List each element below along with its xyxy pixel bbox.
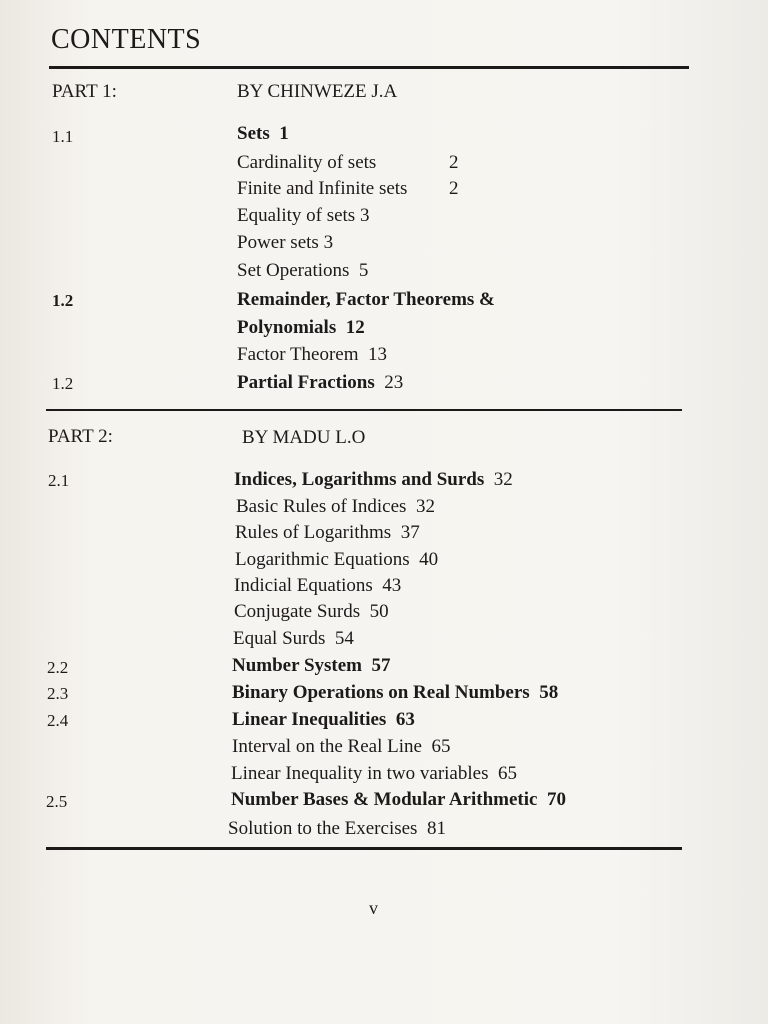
page-number: 63 — [395, 709, 415, 730]
page-number: 40 — [419, 549, 439, 570]
page-folio: v — [369, 898, 378, 918]
section-number: 2.4 — [47, 711, 69, 730]
page-number: 1 — [279, 123, 289, 144]
title-rule — [49, 66, 689, 69]
subsection-title: Conjugate Surds — [234, 601, 361, 622]
subsection-title: Solution to the Exercises — [228, 818, 418, 839]
toc-section-entry — [237, 123, 289, 145]
part-1-label: PART 1: — [52, 81, 117, 102]
page-number: 23 — [384, 372, 404, 393]
section-title: Indices, Logarithms and Surds — [234, 469, 485, 490]
subsection-title: Cardinality of sets — [237, 152, 377, 173]
section-number: 1.1 — [52, 127, 74, 146]
toc-subsection-entry — [232, 736, 450, 758]
page-number: 13 — [368, 344, 388, 365]
toc-section-entry — [232, 682, 558, 704]
toc-subsection-entry — [237, 205, 369, 227]
toc-section-entry — [232, 709, 415, 731]
toc-section-entry — [232, 655, 391, 677]
page-number: 32 — [493, 469, 513, 490]
page-number: 81 — [426, 818, 446, 839]
toc-subsection-entry — [236, 496, 435, 518]
toc-subsection-entry — [234, 575, 401, 597]
subsection-title: Power sets — [237, 232, 319, 253]
toc-section-entry-continued — [237, 317, 365, 339]
section-title: Number Bases & Modular Arithmetic — [231, 789, 538, 810]
page-number: 12 — [345, 317, 365, 338]
toc-subsection-entry — [235, 522, 420, 544]
page-number: 70 — [546, 789, 566, 810]
section-number: 2.5 — [46, 792, 68, 811]
subsection-title: Basic Rules of Indices — [236, 496, 407, 517]
section-title: Polynomials — [237, 317, 337, 338]
section-title: Linear Inequalities — [232, 709, 387, 730]
toc-subsection-entry — [234, 601, 389, 623]
section-number: 1.2 — [52, 374, 74, 393]
bottom-rule — [46, 847, 682, 850]
section-number: 2.3 — [47, 684, 69, 703]
subsection-title: Indicial Equations — [234, 575, 373, 596]
toc-subsection-entry — [228, 818, 446, 840]
toc-subsection-entry — [233, 628, 354, 650]
section-title: Sets — [237, 123, 270, 144]
toc-subsection-entry — [235, 549, 438, 571]
page-number: 58 — [539, 682, 559, 703]
toc-section-entry — [237, 289, 495, 311]
subsection-title: Linear Inequality in two variables — [231, 763, 489, 784]
toc-section-entry — [231, 789, 566, 811]
page-number: 2 — [449, 178, 459, 199]
page-number: 50 — [369, 601, 389, 622]
toc-subsection-entry — [237, 344, 387, 366]
part-1-author: BY CHINWEZE J.A — [237, 81, 398, 102]
part-2-label: PART 2: — [48, 426, 113, 447]
section-title: Binary Operations on Real Numbers — [232, 682, 530, 703]
toc-subsection-entry — [231, 763, 517, 785]
toc-subsection-entry — [237, 178, 459, 200]
part-divider-rule — [46, 409, 682, 411]
subsection-title: Equal Surds — [233, 628, 326, 649]
subsection-title: Equality of sets — [237, 205, 356, 226]
section-title: Partial Fractions — [237, 372, 375, 393]
section-title: Number System — [232, 655, 363, 676]
page-number: 3 — [359, 205, 370, 226]
section-number: 1.2 — [52, 291, 74, 310]
section-title: Remainder, Factor Theorems & — [237, 289, 495, 310]
page-number: 65 — [497, 763, 517, 784]
section-number: 2.1 — [48, 471, 70, 490]
page-number: 3 — [323, 232, 334, 253]
page-number: 32 — [415, 496, 435, 517]
toc-subsection-entry — [237, 152, 459, 174]
toc-subsection-entry — [237, 232, 333, 254]
page-number: 37 — [400, 522, 420, 543]
page-number: 43 — [382, 575, 402, 596]
part-2-author: BY MADU L.O — [242, 427, 366, 448]
page-number: 5 — [358, 260, 369, 281]
subsection-title: Rules of Logarithms — [235, 522, 392, 543]
subsection-title: Interval on the Real Line — [232, 736, 422, 757]
subsection-title: Finite and Infinite sets — [237, 178, 408, 199]
page-number: 57 — [371, 655, 391, 676]
subsection-title: Factor Theorem — [237, 344, 359, 365]
toc-section-entry — [237, 372, 403, 394]
page-number: 65 — [431, 736, 451, 757]
toc-section-entry — [234, 469, 513, 491]
page-number: 54 — [334, 628, 354, 649]
section-number: 2.2 — [47, 658, 69, 677]
page-title: CONTENTS — [51, 24, 202, 55]
page-number: 2 — [449, 152, 459, 173]
subsection-title: Logarithmic Equations — [235, 549, 410, 570]
toc-subsection-entry — [237, 260, 368, 282]
subsection-title: Set Operations — [237, 260, 350, 281]
